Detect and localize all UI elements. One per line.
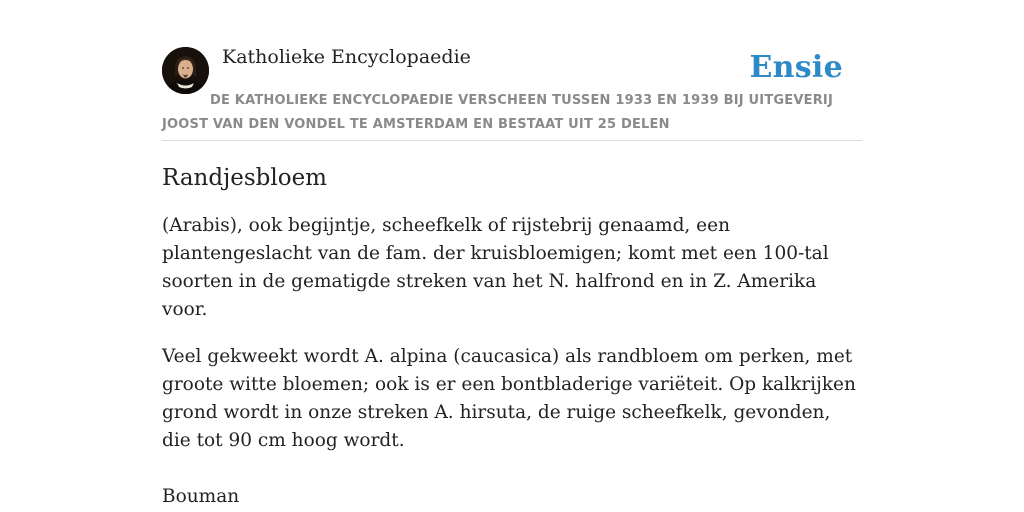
publication-avatar[interactable] bbox=[162, 47, 209, 94]
publication-header bbox=[162, 40, 862, 141]
ensie-logo[interactable]: Ensie bbox=[749, 50, 843, 85]
publication-title[interactable]: Katholieke Encyclopaedie bbox=[222, 46, 471, 68]
portrait-avatar-icon bbox=[162, 47, 209, 94]
article-title: Randjesbloem bbox=[162, 165, 327, 191]
article-author: Bouman bbox=[162, 486, 240, 507]
publication-description: DE KATHOLIEKE ENCYCLOPAEDIE VERSCHEEN TUSSEN 1933 EN 1939 BIJ UITGEVERIJ JOOST VAN DEN VONDEL TE AMSTERDAM EN BESTAAT UIT 25 DELEN bbox=[162, 93, 833, 132]
article-paragraph: (Arabis), ook begijntje, scheefkelk of rijstebrij genaamd, een plantengeslacht van de fam. der kruisbloemigen; komt met een 100-tal soorten in de gematigde streken van het N. halfrond en in Z. Amerika voor. bbox=[162, 215, 829, 320]
article bbox=[162, 160, 862, 511]
article-paragraph: Veel gekweekt wordt A. alpina (caucasica) als randbloem om perken, met groote witte bloemen; ook is er een bontbladerige variëteit. Op kalkrijken grond wordt in onze streken A. hirsuta, de ruige scheefkelk, gevonden, die tot 90 cm hoog wordt. bbox=[162, 346, 856, 451]
